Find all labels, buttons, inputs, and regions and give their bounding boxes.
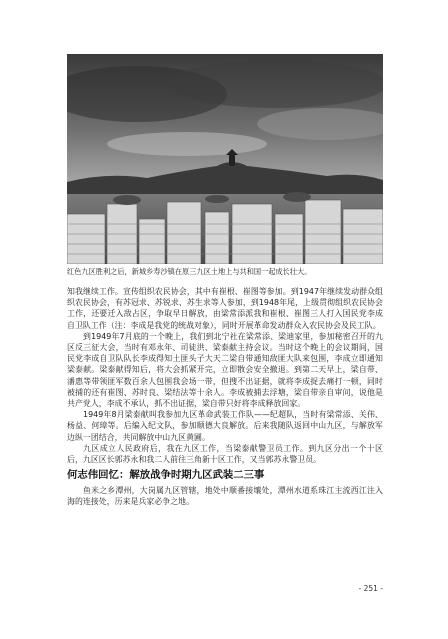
photo-caption: 红色九区胜利之后，新城乡寿沙镇在原三九区土地上与共和国一起成长壮大。 (67, 267, 312, 276)
paragraph: 到1949年7月底的一个晚上，我们到北宁社在梁常添、梁迪家里，参加秘密召开的九区反三征大会，当时有邓永年、司徒洪、梁泰献主持会议。当时这个晚上的会议期间，国民党李成自卫队队长李成得知土匪头子大天二梁自带通知敌匪大队来包围，李成立即通知梁泰献。梁泰献得知后，将大会抓紧开完，立即散会安全撤退。到第二天早上，梁自带、潘惠等带领匪军数百余人包围我会场一带，但搜不出证据，就将李成捉去痛打一顿，同时被捕的还有崔图、苏时良、梁结法等十余人。李成被捕去浮塘，梁自带亲自审问，说他是共产党人，李成不承认，抓不出证据，梁自带只好将李成释放回家。 (67, 331, 383, 409)
paragraph: 九区成立人民政府后，我在九区工作，当梁泰献警卫员工作。到九区分出一个十区后，九区区长郭苏永和我二人前往三角新十区工作，又当郭苏永警卫员。 (67, 443, 383, 465)
photo-illustration (67, 54, 383, 264)
cloud (107, 132, 267, 156)
paragraph: 鱼米之乡潭州，大岗属九区管辖，地处中顺番接壤处，潭州水道系珠江主流西江注入海的连接处，历来是兵家必争之地。 (67, 486, 383, 507)
cloud (167, 60, 383, 108)
town-panorama-photo (67, 54, 383, 264)
paragraph-continued: 知我继续工作。宣传组织农民协会，其中有崔根、崔图等参加。到1947年继续发动群众组织农民协会，有苏冠求、苏锐求、苏生求等人参加，到1948年尾，上级贯彻组织农民协会工作，还要迁入敌占区，争取早日解放，由梁常添派我和崔根、崔图三人打入国民党李成自卫队工作（注：李成是我党的统战对象），同时开展革命发动群众入农民协会及民工队。 (67, 287, 383, 330)
paragraph: 1949年8月梁泰献叫我参加九区革命武装工作队——纪超队，当时有梁常添、关伟、杨益、何璋等。后编入纪文队，参加顺德大良解放。后来我随队返回中山九区，与解放军边纵一团结合，共同解放中山九区黄圃。 (67, 410, 383, 442)
section-heading: 何志伟回忆：解放战争时期九区武装二三事 (67, 469, 265, 482)
hilltop-pavilion (229, 154, 235, 166)
article-body (67, 286, 383, 508)
page-number: - 251 - (358, 584, 383, 593)
